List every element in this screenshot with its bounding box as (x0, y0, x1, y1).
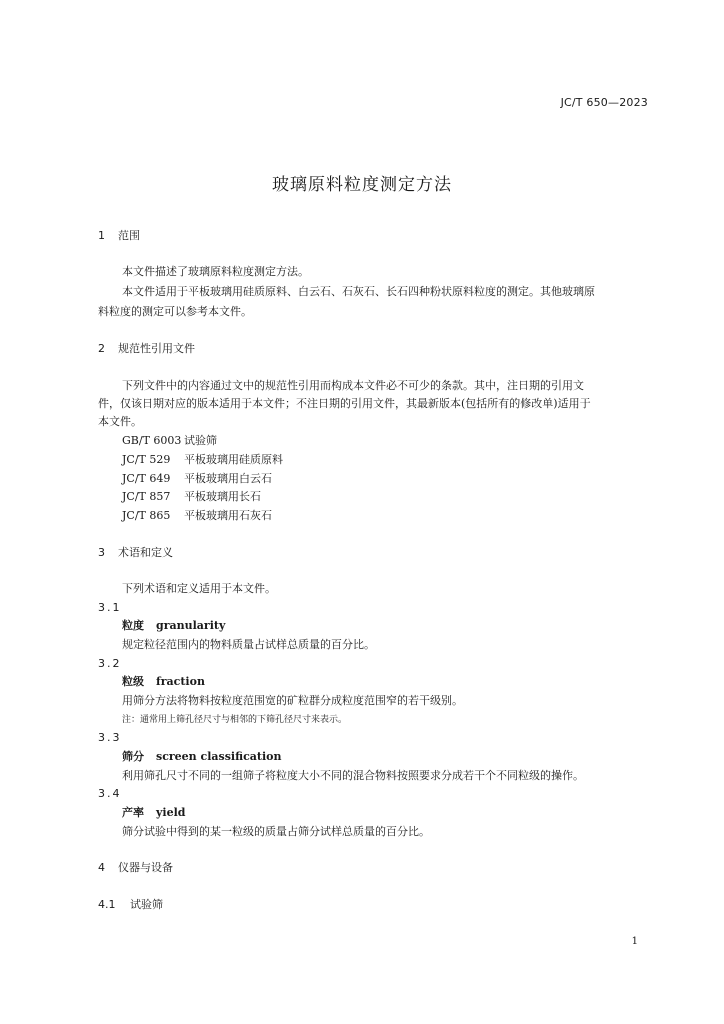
clause-number: 3.1 (98, 601, 122, 614)
reference-item: JC/T 529 平板玻璃用硅质原料 (122, 453, 283, 466)
standard-code: JC/T 650—2023 (560, 96, 648, 109)
paragraph-line: 本文件适用于平板玻璃用硅质原料、白云石、石灰石、长石四种粉状原料粒度的测定。其他玻璃原 (122, 285, 595, 298)
section-number: 2 (98, 342, 105, 355)
term-definition: 用筛分方法将物料按粒度范围宽的矿粒群分成粒度范围窄的若干级别。 (122, 694, 463, 707)
section-title: 规范性引用文件 (118, 342, 195, 355)
paragraph-line: 下列术语和定义适用于本文件。 (122, 582, 276, 595)
paragraph-line: 料粒度的测定可以参考本文件。 (98, 305, 252, 318)
term-heading: 粒度 granularity (122, 619, 226, 632)
paragraph-line: 下列文件中的内容通过文中的规范性引用而构成本文件必不可少的条款。其中，注日期的引用文 (122, 379, 584, 392)
reference-item: GB/T 6003 试验筛 (122, 434, 217, 447)
reference-item: JC/T 649 平板玻璃用白云石 (122, 472, 272, 485)
term-heading: 筛分 screen classification (122, 750, 282, 763)
section-number: 4 (98, 861, 105, 874)
clause-number: 3.3 (98, 731, 122, 744)
term-heading: 粒级 fraction (122, 675, 205, 688)
clause-number: 3.2 (98, 657, 122, 670)
paragraph-line: 本文件描述了玻璃原料粒度测定方法。 (122, 265, 309, 278)
term-definition: 筛分试验中得到的某一粒级的质量占筛分试样总质量的百分比。 (122, 825, 430, 838)
term-note: 注：通常用上筛孔径尺寸与相邻的下筛孔径尺寸来表示。 (122, 715, 348, 725)
paragraph-line: 件，仅该日期对应的版本适用于本文件；不注日期的引用文件，其最新版本(包括所有的修改单)适用于 (98, 397, 591, 410)
reference-item: JC/T 857 平板玻璃用长石 (122, 490, 261, 503)
section-number: 1 (98, 229, 105, 242)
reference-item: JC/T 865 平板玻璃用石灰石 (122, 509, 272, 522)
paragraph-line: 本文件。 (98, 415, 142, 428)
section-heading-1 (98, 229, 140, 243)
term-heading: 产率 yield (122, 806, 186, 819)
document-title: 玻璃原料粒度测定方法 (272, 175, 452, 195)
section-heading-2 (98, 342, 195, 356)
section-title: 仪器与设备 (118, 861, 173, 874)
section-title: 范围 (118, 229, 140, 242)
clause-number: 3.4 (98, 787, 122, 800)
page-number: 1 (631, 936, 638, 947)
section-number: 3 (98, 546, 105, 559)
term-definition: 利用筛孔尺寸不同的一组筛子将粒度大小不同的混合物料按照要求分成若干个不同粒级的操作。 (122, 769, 584, 782)
section-title: 术语和定义 (118, 546, 173, 559)
section-heading-3 (98, 546, 173, 560)
term-definition: 规定粒径范围内的物料质量占试样总质量的百分比。 (122, 638, 375, 651)
subsection-heading: 4.1 试验筛 (98, 898, 163, 911)
section-heading-4 (98, 861, 173, 875)
